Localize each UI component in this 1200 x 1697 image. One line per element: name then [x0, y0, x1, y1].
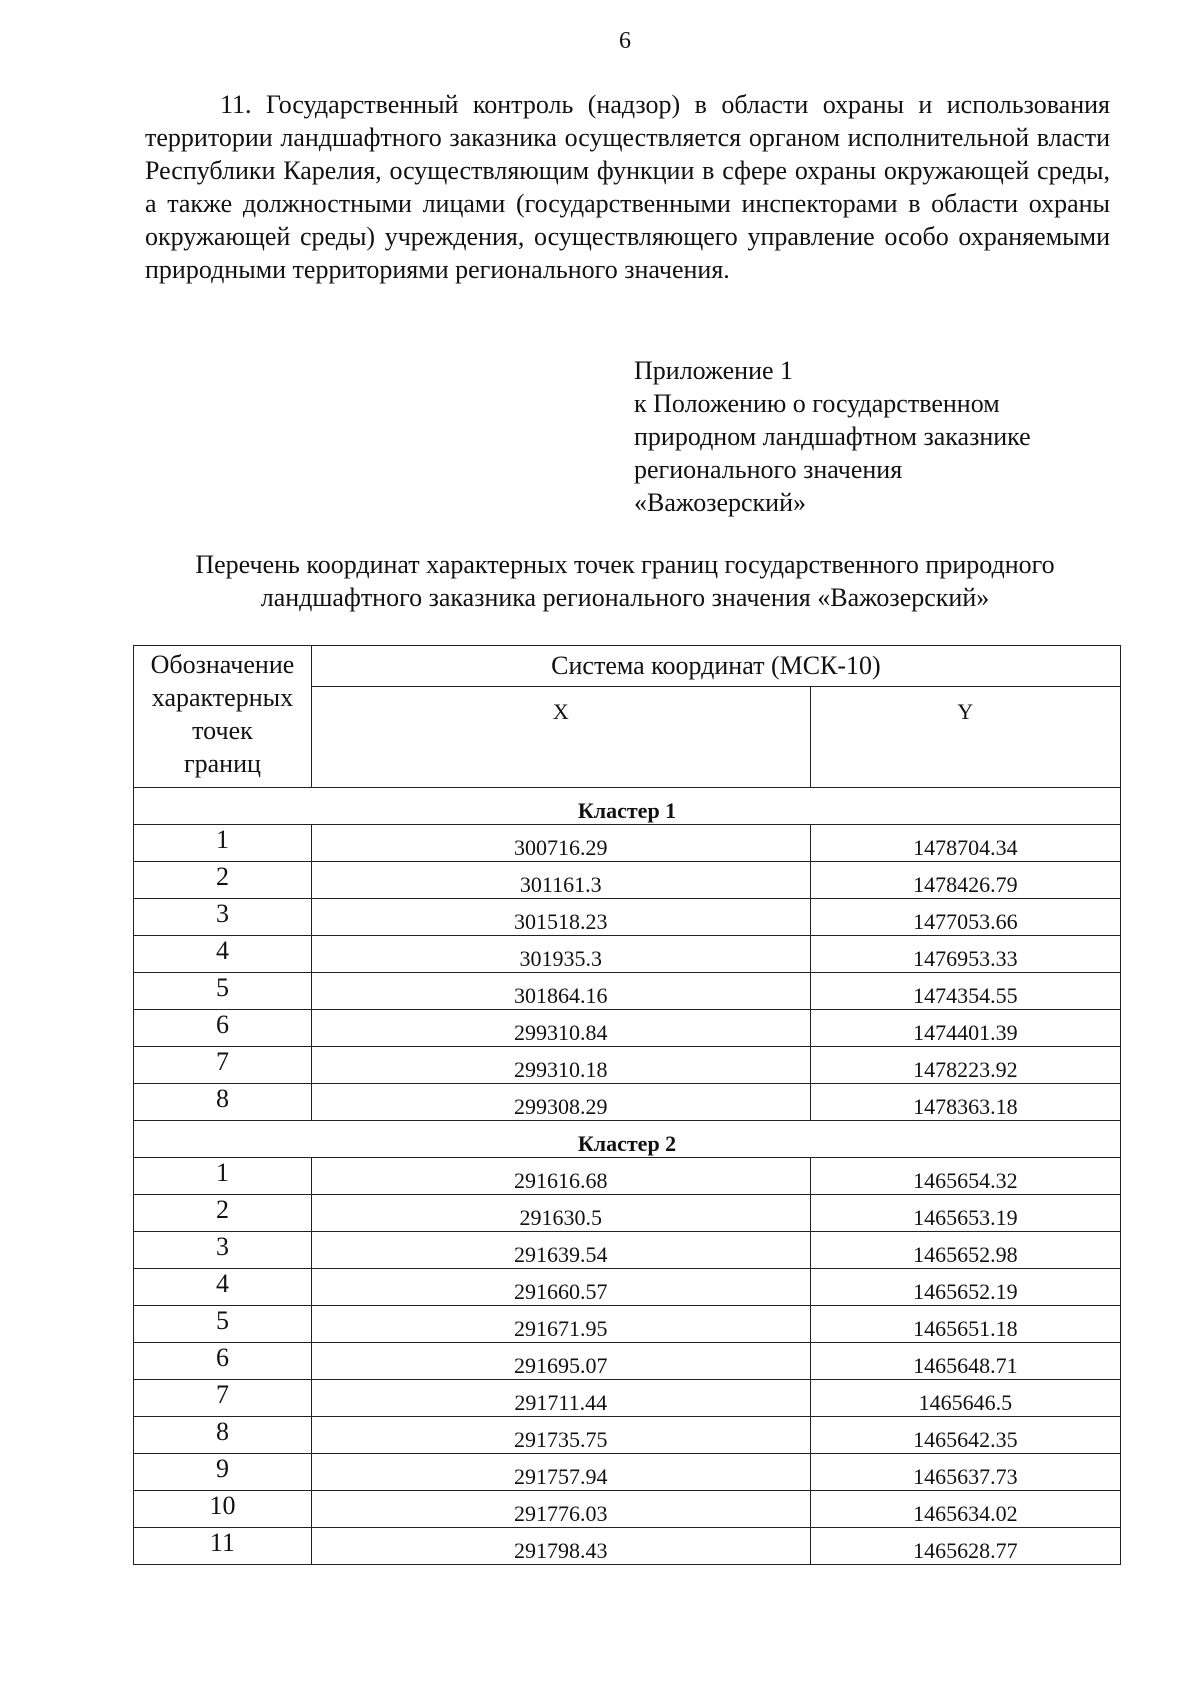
point-number-cell: 6 [134, 1343, 312, 1380]
point-number-cell: 7 [134, 1047, 312, 1084]
y-coordinate-cell: 1465648.71 [810, 1343, 1120, 1380]
x-coordinate-cell: 291757.94 [311, 1454, 810, 1491]
point-number-cell: 1 [134, 825, 312, 862]
table-row [134, 899, 1121, 936]
table-row [134, 936, 1121, 973]
point-number-cell: 4 [134, 936, 312, 973]
y-coordinate-cell: 1478363.18 [810, 1084, 1120, 1121]
cluster-label: Кластер 1 [134, 788, 1121, 825]
cluster-row [134, 1121, 1121, 1158]
x-coordinate-cell: 301518.23 [311, 899, 810, 936]
x-coordinate-cell: 291776.03 [311, 1491, 810, 1528]
table-row [134, 1195, 1121, 1232]
y-coordinate-cell: 1465646.5 [810, 1380, 1120, 1417]
y-coordinate-cell: 1465654.32 [810, 1158, 1120, 1195]
table-row [134, 973, 1121, 1010]
y-coordinate-cell: 1474401.39 [810, 1010, 1120, 1047]
x-coordinate-cell: 300716.29 [311, 825, 810, 862]
y-coordinate-cell: 1465637.73 [810, 1454, 1120, 1491]
y-coordinate-cell: 1478223.92 [810, 1047, 1120, 1084]
y-coordinate-cell: 1465651.18 [810, 1306, 1120, 1343]
header-y: Y [810, 687, 1120, 788]
x-coordinate-cell: 299310.18 [311, 1047, 810, 1084]
cluster-row [134, 788, 1121, 825]
point-number-cell: 6 [134, 1010, 312, 1047]
point-number-cell: 2 [134, 1195, 312, 1232]
y-coordinate-cell: 1465642.35 [810, 1417, 1120, 1454]
table-row [134, 1047, 1121, 1084]
point-number-cell: 1 [134, 1158, 312, 1195]
paragraph-11: 11. Государственный контроль (надзор) в области охраны и использования территории ландшафтного заказника осуществляется органом исполнительной власти Республики Карелия, осуществляющим функции в сфере охраны окружающей среды, а также должностными лицами (государственными инспекторами в области охраны окружающей среды) учреждения, осуществляющего управление особо охраняемыми природными территориями регионального значения. [145, 90, 1110, 284]
y-coordinate-cell: 1465634.02 [810, 1491, 1120, 1528]
table-row [134, 1010, 1121, 1047]
table-row [134, 1084, 1121, 1121]
appendix-line: к Положению о государственном [634, 389, 1000, 418]
document-title [120, 548, 1130, 614]
y-coordinate-cell: 1465652.19 [810, 1269, 1120, 1306]
table-row [134, 1491, 1121, 1528]
title-line: ландшафтного заказника регионального значения «Важозерский» [260, 583, 990, 612]
x-coordinate-cell: 291639.54 [311, 1232, 810, 1269]
appendix-line: Приложение 1 [634, 356, 794, 385]
title-line: Перечень координат характерных точек границ государственного природного [195, 550, 1055, 579]
table-row [134, 1343, 1121, 1380]
table-row [134, 1306, 1121, 1343]
table-header-row [134, 646, 1121, 687]
y-coordinate-cell: 1478704.34 [810, 825, 1120, 862]
appendix-heading [634, 354, 1114, 519]
y-coordinate-cell: 1476953.33 [810, 936, 1120, 973]
table-row [134, 1232, 1121, 1269]
point-number-cell: 9 [134, 1454, 312, 1491]
appendix-line: регионального значения [634, 455, 903, 484]
table-row [134, 1454, 1121, 1491]
y-coordinate-cell: 1478426.79 [810, 862, 1120, 899]
x-coordinate-cell: 291735.75 [311, 1417, 810, 1454]
x-coordinate-cell: 301935.3 [311, 936, 810, 973]
header-coordinate-system: Система координат (МСК-10) [311, 646, 1120, 687]
header-point-designation [134, 646, 312, 788]
header-point-line: границ [183, 749, 261, 778]
table-body [134, 788, 1121, 1565]
x-coordinate-cell: 291660.57 [311, 1269, 810, 1306]
appendix-line: природном ландшафтном заказнике [634, 422, 1031, 451]
table-row [134, 1417, 1121, 1454]
coordinates-table [133, 645, 1121, 1565]
header-point-line: Обозначение [150, 650, 295, 679]
x-coordinate-cell: 291711.44 [311, 1380, 810, 1417]
x-coordinate-cell: 299310.84 [311, 1010, 810, 1047]
point-number-cell: 8 [134, 1084, 312, 1121]
header-point-line: точек [192, 716, 253, 745]
x-coordinate-cell: 301161.3 [311, 862, 810, 899]
x-coordinate-cell: 291671.95 [311, 1306, 810, 1343]
table-row [134, 1528, 1121, 1565]
x-coordinate-cell: 291695.07 [311, 1343, 810, 1380]
header-point-line: характерных [151, 683, 294, 712]
x-coordinate-cell: 301864.16 [311, 973, 810, 1010]
point-number-cell: 3 [134, 899, 312, 936]
page-number: 6 [619, 28, 631, 54]
point-number-cell: 8 [134, 1417, 312, 1454]
x-coordinate-cell: 291630.5 [311, 1195, 810, 1232]
y-coordinate-cell: 1465628.77 [810, 1528, 1120, 1565]
y-coordinate-cell: 1477053.66 [810, 899, 1120, 936]
x-coordinate-cell: 291798.43 [311, 1528, 810, 1565]
table-row [134, 1158, 1121, 1195]
y-coordinate-cell: 1465652.98 [810, 1232, 1120, 1269]
table-row [134, 1269, 1121, 1306]
appendix-line: «Важозерский» [634, 488, 807, 517]
point-number-cell: 10 [134, 1491, 312, 1528]
x-coordinate-cell: 299308.29 [311, 1084, 810, 1121]
x-coordinate-cell: 291616.68 [311, 1158, 810, 1195]
table-row [134, 825, 1121, 862]
table-row [134, 862, 1121, 899]
y-coordinate-cell: 1465653.19 [810, 1195, 1120, 1232]
table-row [134, 1380, 1121, 1417]
point-number-cell: 7 [134, 1380, 312, 1417]
header-x: X [311, 687, 810, 788]
point-number-cell: 4 [134, 1269, 312, 1306]
point-number-cell: 2 [134, 862, 312, 899]
cluster-label: Кластер 2 [134, 1121, 1121, 1158]
point-number-cell: 11 [134, 1528, 312, 1565]
y-coordinate-cell: 1474354.55 [810, 973, 1120, 1010]
point-number-cell: 3 [134, 1232, 312, 1269]
point-number-cell: 5 [134, 1306, 312, 1343]
point-number-cell: 5 [134, 973, 312, 1010]
